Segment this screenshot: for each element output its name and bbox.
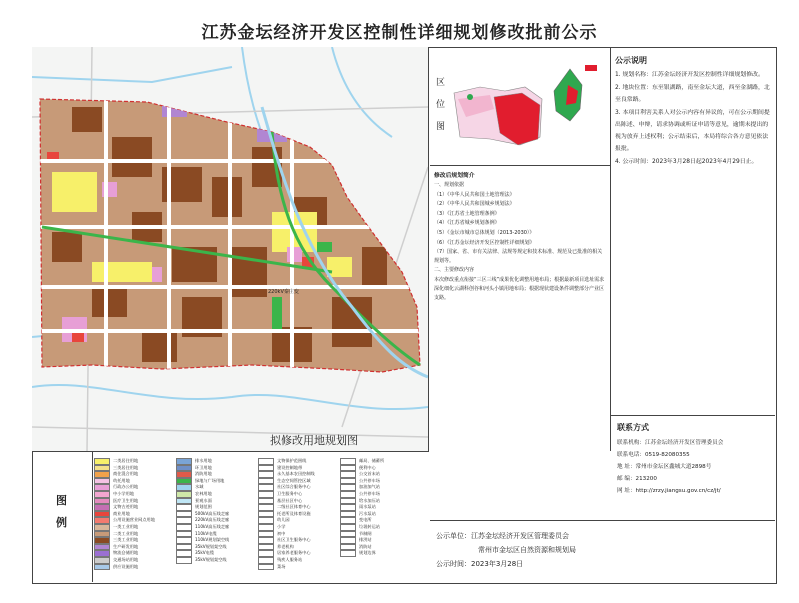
legend-label: 35kV规划架空线 — [195, 556, 227, 562]
legend-swatch — [340, 511, 356, 518]
legend-item — [176, 517, 229, 524]
contact-postcode: 邮 编：213200 — [617, 476, 657, 482]
legend-label: 一类工业用地 — [113, 523, 139, 529]
legend-swatch — [340, 465, 356, 472]
modification-content: 本次修改重点衔接“三区三线”成果优化调整用地布局；根据最新项目选址需求深化细化云湖科创谷和河头小镇用地布局；根据现状建设条件调整部分产业区支路。 — [434, 276, 605, 301]
legend-swatch — [258, 531, 274, 538]
section2-title: 二、主要修改内容 — [434, 267, 475, 274]
contact-website[interactable]: 网 址：http://zrzy.jiangsu.gov.cn/cz/jt/ — [617, 488, 721, 494]
legend-item — [176, 537, 229, 544]
legend-side-label-2: 例 — [56, 516, 67, 529]
legend-column-1 — [94, 458, 155, 570]
legend-swatch — [340, 517, 356, 524]
legend-swatch — [258, 550, 274, 557]
legend-item — [340, 504, 384, 511]
inset-marker — [585, 65, 597, 71]
legend-swatch — [176, 471, 192, 478]
land-use-map[interactable] — [32, 47, 429, 452]
publisher-date: 公示时间：2023年3月28日 — [436, 560, 524, 568]
legend-swatch — [94, 458, 110, 465]
legend-swatch — [340, 550, 356, 557]
legend-swatch — [176, 491, 192, 498]
legend-item — [94, 484, 155, 491]
legend-item — [94, 557, 155, 564]
legend-item — [258, 517, 315, 524]
legend-swatch — [94, 550, 110, 557]
legend-label: 文物古迹用地 — [113, 504, 139, 510]
legend-swatch — [340, 544, 356, 551]
legend-label: 建设控制地带 — [277, 464, 303, 470]
legend-column-4 — [340, 458, 384, 557]
legend-swatch — [176, 557, 192, 564]
legend-label: 交通场站用地 — [113, 556, 139, 562]
legend-label: 卫生服务中心 — [277, 490, 303, 496]
legend-swatch — [94, 491, 110, 498]
legend-label: 规划范围 — [195, 504, 212, 510]
legend-swatch — [94, 465, 110, 472]
notice-item: 4. 公示时间：2023年3月28日起2023年4月29日止。 — [615, 159, 758, 165]
legend-swatch — [94, 564, 110, 571]
basis-item: （3）《江苏省土地管理条例》 — [434, 210, 500, 217]
legend-swatch — [258, 465, 274, 472]
legend-swatch — [340, 498, 356, 505]
legend-label: 110kV规划架空线 — [195, 537, 230, 543]
map-caption: 拟修改用地规划图 — [270, 434, 358, 447]
legend-swatch — [94, 471, 110, 478]
basis-list — [430, 191, 610, 267]
legend-item — [176, 557, 229, 564]
legend-item — [340, 524, 384, 531]
legend-swatch — [340, 524, 356, 531]
legend-label: 三类工业用地 — [113, 537, 139, 543]
legend-item — [94, 550, 155, 557]
explanation-panel — [430, 166, 610, 451]
legend-label: 绿地与广场用地 — [195, 477, 225, 483]
green-node — [467, 94, 473, 100]
legend-swatch — [340, 537, 356, 544]
legend-item — [94, 458, 155, 465]
legend-label: 二类工业用地 — [113, 530, 139, 536]
page-title: 江苏金坛经济开发区控制性详细规划修改批前公示 — [201, 23, 598, 43]
legend-label: 110kV高压线走廊 — [195, 523, 230, 529]
legend-swatch — [340, 504, 356, 511]
legend-item — [258, 458, 315, 465]
basis-item: （7）国家、省、市有关法律、法规等规定和技术标准、规范及已批准的相关规划等。 — [434, 249, 603, 265]
legend-label: 永久基本农田控制线 — [277, 471, 315, 477]
legend-swatch — [258, 478, 274, 485]
legend-swatch — [176, 511, 192, 518]
location-label-2: 位 — [436, 100, 446, 110]
location-label-3: 图 — [436, 122, 446, 132]
legend — [32, 452, 428, 582]
legend-item — [94, 537, 155, 544]
legend-swatch — [258, 517, 274, 524]
legend-item — [176, 504, 229, 511]
section1-title: 一、规划依据 — [434, 182, 465, 188]
legend-label: 物流仓储用地 — [113, 550, 139, 556]
legend-label: 消防用地 — [195, 471, 212, 477]
legend-item — [176, 471, 229, 478]
legend-swatch — [176, 531, 192, 538]
location-map-svg — [430, 47, 610, 165]
legend-label: 公用设施营业网点用地 — [113, 517, 155, 523]
legend-label: 35kV规划架空线 — [195, 543, 227, 549]
legend-item — [94, 524, 155, 531]
legend-label: 初中 — [277, 530, 286, 536]
legend-swatch — [258, 511, 274, 518]
legend-item — [258, 524, 315, 531]
legend-item — [340, 550, 384, 557]
notice-item: 3. 本项目利害关系人对公示内容有异议的，可在公示期间提出陈述、申辩，请求协调或听证申请等意见，逾期未提出的视为放弃上述权利；公示结束后，本局将综合各方意见依法报批。 — [615, 110, 770, 152]
legend-label: 托老所及体育设施 — [277, 510, 311, 516]
legend-label: 邮局、储蓄所 — [359, 458, 385, 463]
legend-label: 垃圾转运站 — [359, 523, 380, 529]
legend-swatch — [176, 537, 192, 544]
basis-item: （4）《江苏省城乡规划条例》 — [434, 220, 500, 227]
legend-label: 景观水面 — [195, 497, 212, 503]
legend-swatch — [94, 524, 110, 531]
legend-label: 雨水泵站 — [359, 504, 376, 510]
legend-label: 节制闸 — [359, 530, 372, 536]
legend-item — [258, 491, 315, 498]
legend-label: 排水用地 — [195, 458, 212, 463]
legend-swatch — [340, 458, 356, 465]
legend-swatch — [176, 550, 192, 557]
substation-label: 220kV秦庄变 — [268, 289, 299, 295]
legend-item — [94, 517, 155, 524]
basis-item: （2）《中华人民共和国城乡规划法》 — [434, 201, 515, 208]
legend-swatch — [176, 504, 192, 511]
legend-item — [94, 471, 155, 478]
legend-swatch — [340, 471, 356, 478]
legend-label: 社区综合服务中心 — [277, 484, 311, 490]
legend-swatch — [340, 491, 356, 498]
legend-item — [94, 564, 155, 571]
legend-grid — [94, 458, 424, 582]
legend-column-2 — [176, 458, 229, 564]
legend-item — [340, 484, 384, 491]
legend-swatch — [176, 484, 192, 491]
contact-panel — [611, 415, 775, 536]
legend-item — [340, 471, 384, 478]
legend-item — [94, 504, 155, 511]
publisher-unit-2: 常州市金坛区自然资源和规划局 — [478, 546, 576, 554]
right-panel — [611, 47, 775, 582]
legend-label: 中小学用地 — [113, 490, 134, 496]
legend-label: 幼托用地 — [113, 477, 130, 483]
legend-label: 规划边界 — [359, 550, 376, 556]
legend-swatch — [258, 504, 274, 511]
contact-address: 地 址：常州市金坛区鑫城大道2898号 — [617, 464, 712, 470]
legend-label: 商住混合用地 — [113, 471, 139, 477]
legend-item — [94, 491, 155, 498]
legend-swatch — [258, 524, 274, 531]
legend-item — [258, 537, 315, 544]
center-panel — [430, 47, 611, 451]
legend-label: 公交首末站 — [359, 471, 380, 477]
legend-label: 220kV高压线走廊 — [195, 517, 230, 523]
legend-label: 给水加压站 — [359, 497, 380, 503]
legend-label: 居家养老服务中心 — [277, 550, 311, 556]
legend-label: 农林用地 — [195, 490, 212, 496]
legend-label: 环卫用地 — [195, 464, 212, 470]
legend-item — [340, 458, 384, 465]
legend-label: 变电所 — [359, 517, 372, 523]
legend-label: 500kV高压线走廊 — [195, 510, 230, 516]
legend-label: 文物保护范围线 — [277, 458, 307, 463]
legend-swatch — [176, 498, 192, 505]
contact-phone: 联系电话：0519-82080355 — [617, 452, 690, 458]
legend-label: 35kV电缆 — [195, 550, 214, 556]
legend-label: 二级社区体育中心 — [277, 504, 311, 510]
legend-item — [340, 537, 384, 544]
basis-item: （6）《江苏金坛经济开发区控制性详细规划》 — [434, 239, 535, 246]
legend-label: 生产研发用地 — [113, 543, 139, 549]
legend-item — [176, 484, 229, 491]
legend-label: 小学 — [277, 523, 286, 529]
legend-swatch — [176, 465, 192, 472]
legend-column-3 — [258, 458, 315, 570]
legend-swatch — [340, 484, 356, 491]
legend-swatch — [258, 557, 274, 564]
legend-item — [258, 564, 315, 571]
legend-swatch — [94, 531, 110, 538]
legend-item — [176, 550, 229, 557]
legend-swatch — [94, 537, 110, 544]
legend-label: 行政办公用地 — [113, 484, 139, 490]
legend-item — [176, 491, 229, 498]
legend-label: 排涝站 — [359, 537, 372, 543]
legend-label: 污水泵站 — [359, 510, 376, 516]
legend-swatch — [258, 498, 274, 505]
legend-label: 三类居住用地 — [113, 464, 139, 470]
legend-label: 菜场 — [277, 563, 286, 569]
legend-swatch — [94, 484, 110, 491]
notice-item: 1. 规划名称：江苏金坛经济开发区控制性详细规划修改。 — [615, 72, 764, 78]
legend-swatch — [94, 544, 110, 551]
legend-label: 消防站 — [359, 543, 372, 549]
basis-item: （1）《中华人民共和国土地管理法》 — [434, 191, 515, 198]
legend-swatch — [94, 557, 110, 564]
legend-item — [258, 484, 315, 491]
notice-item: 2. 地块位置：东至银湖路，南至金坛大道，西至金湖路，北至良常路。 — [615, 85, 770, 103]
legend-item — [340, 517, 384, 524]
legend-swatch — [94, 511, 110, 518]
legend-label: 公共停车场 — [359, 477, 380, 483]
legend-item — [258, 504, 315, 511]
legend-swatch — [94, 478, 110, 485]
legend-swatch — [176, 517, 192, 524]
legend-swatch — [176, 544, 192, 551]
legend-swatch — [258, 537, 274, 544]
legend-label: 便利中心 — [359, 464, 376, 470]
legend-swatch — [258, 458, 274, 465]
location-panel — [430, 47, 610, 166]
notice-list — [615, 69, 771, 169]
legend-item — [176, 458, 229, 465]
legend-side-label-1: 图 — [56, 494, 67, 507]
legend-swatch — [176, 478, 192, 485]
legend-label: 二类居住用地 — [113, 458, 139, 463]
legend-label: 加油加气站 — [359, 484, 380, 490]
basis-item: （5）《金坛市城市总体规划（2013-2030）》 — [434, 229, 535, 236]
legend-label: 公共停车场 — [359, 490, 380, 496]
legend-swatch — [94, 498, 110, 505]
publisher-unit: 公示单位：江苏金坛经济开发区管理委员会 — [436, 532, 569, 540]
legend-item — [258, 557, 315, 564]
legend-label: 110kV电缆 — [195, 530, 217, 536]
legend-swatch — [340, 478, 356, 485]
publisher-panel — [430, 520, 775, 583]
legend-side-label — [32, 452, 93, 582]
legend-swatch — [176, 458, 192, 465]
legend-swatch — [176, 524, 192, 531]
land-use-map-svg — [32, 47, 428, 451]
location-label-1: 区 — [436, 78, 446, 88]
legend-label: 基层社区中心 — [277, 497, 303, 503]
legend-label: 供应设施用地 — [113, 563, 139, 569]
notice-title: 公示说明 — [615, 56, 647, 65]
legend-swatch — [258, 544, 274, 551]
legend-swatch — [94, 517, 110, 524]
legend-swatch — [258, 564, 274, 571]
legend-item — [258, 471, 315, 478]
legend-swatch — [340, 531, 356, 538]
explanation-title: 修改后规划简介 — [434, 173, 475, 179]
legend-item — [340, 491, 384, 498]
legend-label: 幼儿园 — [277, 517, 290, 523]
legend-label: 养老机构 — [277, 543, 294, 549]
legend-label: 生态空间管控区域 — [277, 477, 311, 483]
legend-label: 水域 — [195, 484, 204, 490]
legend-label: 医疗卫生用地 — [113, 497, 139, 503]
legend-swatch — [258, 491, 274, 498]
legend-swatch — [94, 504, 110, 511]
legend-label: 残疾人服务站 — [277, 556, 303, 562]
legend-item — [258, 550, 315, 557]
contact-title: 联系方式 — [617, 423, 649, 432]
legend-label: 社区卫生服务中心 — [277, 537, 311, 543]
legend-label: 商业用地 — [113, 510, 130, 516]
contact-org: 联系机构：江苏金坛经济开发区管理委员会 — [617, 440, 724, 446]
legend-swatch — [258, 484, 274, 491]
legend-swatch — [258, 471, 274, 478]
legend-item — [176, 524, 229, 531]
